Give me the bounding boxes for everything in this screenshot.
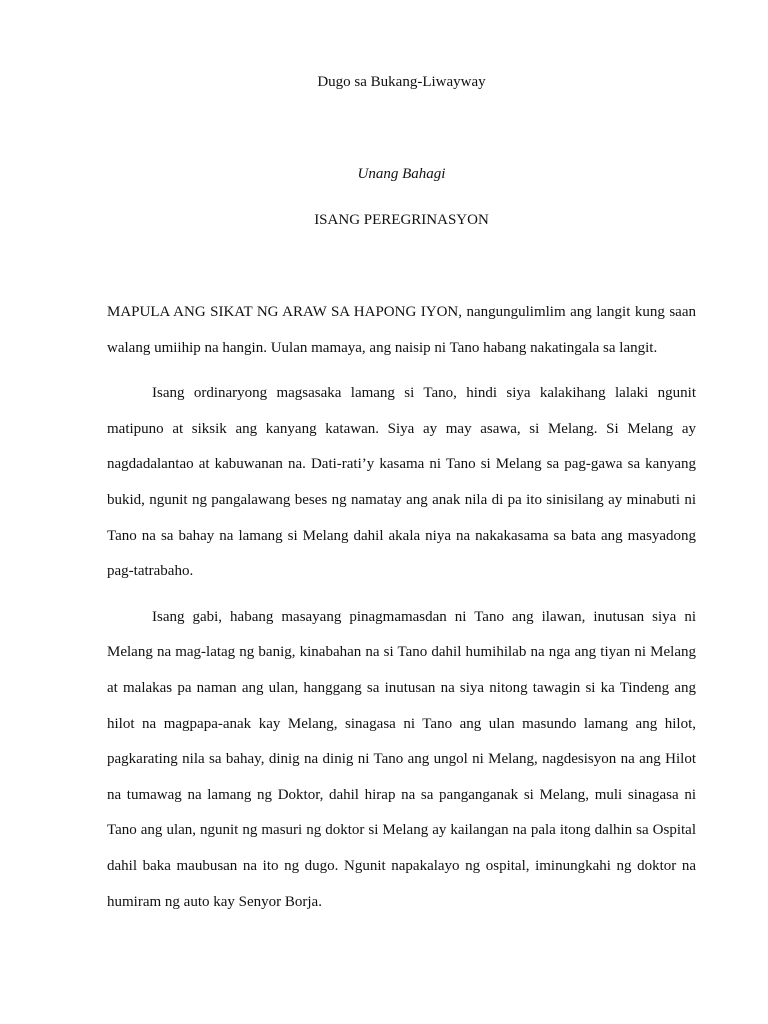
body-text — [107, 295, 696, 930]
document-title: Dugo sa Bukang-Liwayway — [317, 74, 486, 90]
paragraph: Isang ordinaryong magsasaka lamang si Tano, hindi siya kalakihang lalaki ngunit matipuno at siksik ang kanyang katawan. Siya ay may asawa, si Melang. Si Melang ay nagdadalantao at kabuwanan na. Dati-rati’y kasama ni Tano si Melang sa pag-gawa sa kanyang bukid, ngunit ng pangalawang beses ng namatay ang anak nila di pa ito sinisilang ay minabuti ni Tano na sa bahay na lamang si Melang dahil akala niya na nakakasama sa bata ang masyadong pag-tatrabaho. — [107, 385, 696, 580]
part-heading: Unang Bahagi — [357, 166, 446, 182]
paragraph: Isang gabi, habang masayang pinagmamasdan ni Tano ang ilawan, inutusan siya ni Melang na mag-latag ng banig, kinabahan na si Tano dahil humihilab na nga ang tiyan ni Melang at malakas pa naman ang ulan, hanggang sa inutusan na siya nitong tawagin si ka Tindeng ang hilot na magpapa-anak kay Melang, sinagasa ni Tano ang ulan masundo lamang ang hilot, pagkarating nila sa bahay, dinig na dinig ni Tano ang ungol ni Melang, nagdesisyon na ang Hilot na tumawag na lamang ng Doktor, dahil hirap na sa panganganak si Melang, muli sinagasa ni Tano ang ulan, ngunit ng masuri ng doktor si Melang ay kailangan na pala itong dalhin sa Ospital dahil baka maubusan na ito ng dugo. Ngunit napakalayo ng ospital, iminungkahi ng doktor na humiram ng auto kay Senyor Borja. — [107, 608, 696, 910]
paragraph: MAPULA ANG SIKAT NG ARAW SA HAPONG IYON, nangungulimlim ang langit kung saan walang umiihip na hangin. Uulan mamaya, ang naisip ni Tano habang nakatingala sa langit. — [107, 304, 696, 356]
chapter-heading: ISANG PEREGRINASYON — [314, 212, 489, 228]
